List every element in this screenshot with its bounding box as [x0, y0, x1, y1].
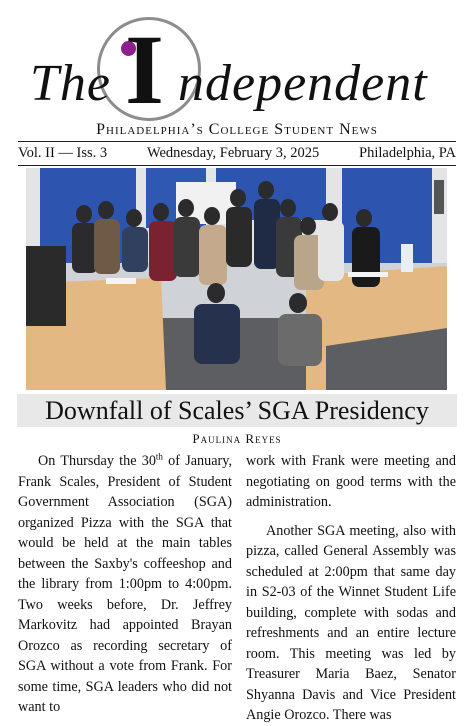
- article-byline: Paulina Reyes: [192, 431, 282, 446]
- logo-word-the: The: [30, 55, 111, 112]
- article-paragraph-1-continued: work with Frank were meeting and negotiating on good terms with the administration.: [246, 453, 456, 510]
- p1-part-a: On Thursday the 30: [38, 453, 156, 469]
- article-paragraph-2: Another SGA meeting, also with pizza, called General Assembly was scheduled at 2:00pm that same day in S2-03 of the Winnet Student Life building, complete with sodas and refreshments and an entire lecture room. This meeting was led by Treasurer Maria Baez, Senator Shyanna Davis and Vice President Angie Orozco. There was: [246, 522, 456, 723]
- masthead-subtitle: Philadelphia’s College Student News: [96, 121, 378, 138]
- group-photo: [26, 168, 447, 390]
- logo-word-independent: ndependent: [178, 55, 428, 112]
- p1-superscript: th: [155, 451, 163, 462]
- issue-date: Wednesday, February 3, 2025: [146, 145, 320, 161]
- headline-box: [17, 394, 457, 427]
- article-column-right: [246, 451, 456, 726]
- article-paragraph-1: [18, 451, 232, 718]
- rule-top: [18, 141, 456, 142]
- masthead: [0, 0, 474, 140]
- issue-volume: Vol. II — Iss. 3: [18, 145, 108, 161]
- rule-bottom: [18, 165, 456, 166]
- logo-letter-i: I: [125, 14, 164, 125]
- article-column-left: [18, 451, 232, 718]
- issue-line: [18, 145, 456, 162]
- p1-part-b: of January, Frank Scales, President of Student Government Association (SGA) organized Pizza with the SGA that would be held at the main tables between the Saxby's coffeeshop and the library from 1:00pm to 4:00pm. Two weeks before, Dr. Jeffrey Markovitz had appointed Brayan Orozco as recording secretary of SGA without a vote from Frank. For some time, SGA leaders who did not want to: [18, 453, 232, 715]
- article-headline: Downfall of Scales’ SGA Presidency: [45, 396, 429, 425]
- issue-location: Philadelphia, PA: [359, 145, 456, 161]
